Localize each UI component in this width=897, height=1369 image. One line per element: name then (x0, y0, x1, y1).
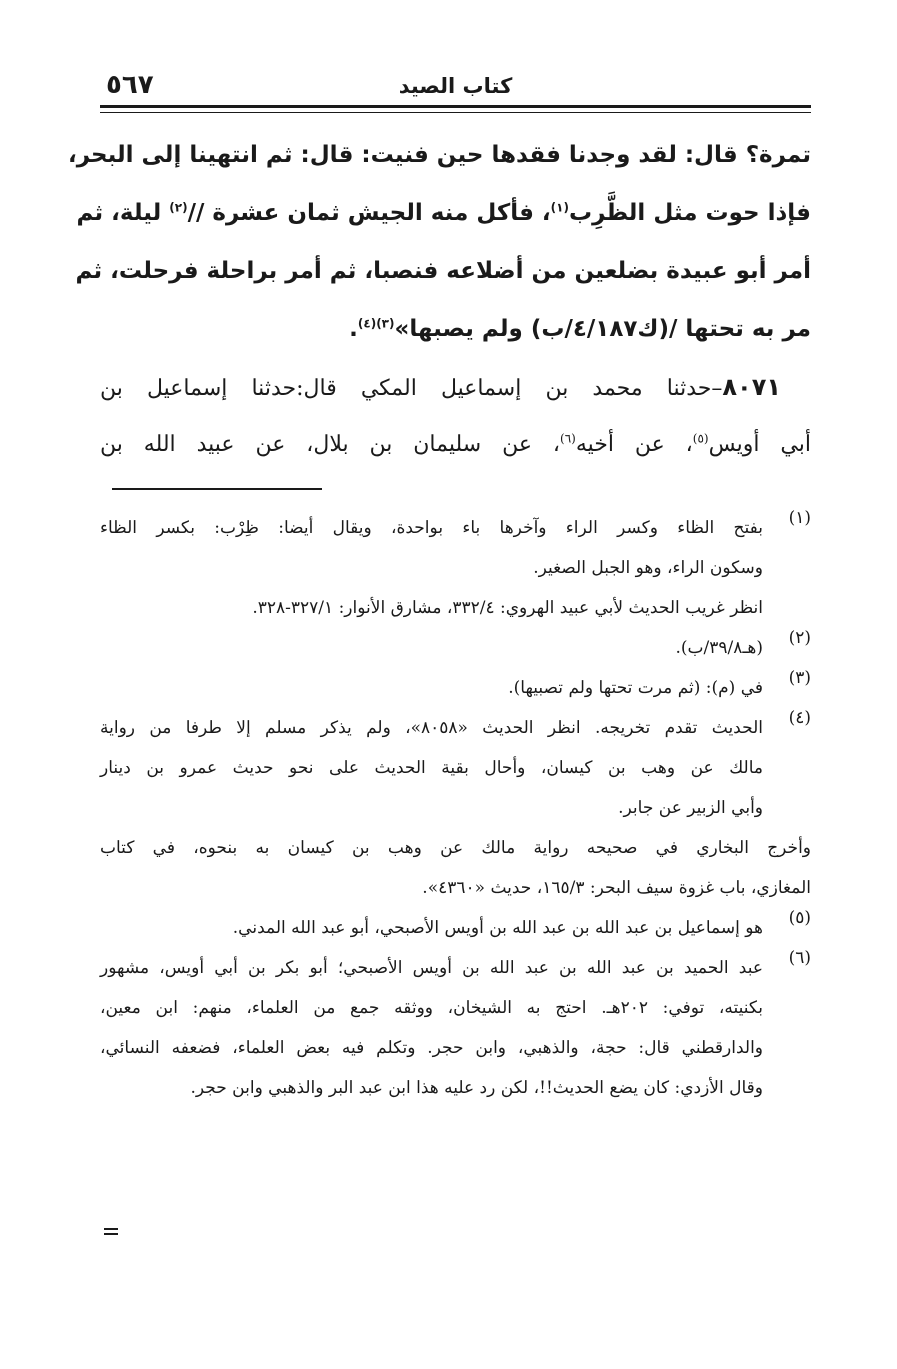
footnote-1-continued: انظر غريب الحديث لأبي عبيد الهروي: ٣٣٢/٤، مشارق الأنوار: ٣٢٧/١-٣٢٨. (252, 598, 763, 618)
footnote-ref: (٦) (560, 431, 576, 446)
text-line: أمر أبو عبيدة بضلعين من أضلاعه فنصبا، ثم أمر براحلة فرحلت، ثم (75, 258, 811, 284)
footnote-4: (٤) الحديث تقدم تخريجه. انظر الحديث «٨٠٥٨»، ولم يذكر مسلم إلا طرفا من رواية مالك عن وهب بن كيسان، وأحال بقية الحديث على نحو حديث عمرو بن دينار وأبي الزبير عن جابر. (100, 708, 811, 818)
footnote-ref: (٣)(٤) (357, 316, 395, 331)
footnote-separator (112, 488, 322, 490)
footnote-5: (٥) هو إسماعيل بن عبد الله بن عبد الله بن أويس الأصبحي، أبو عبد الله المدني. (232, 908, 811, 938)
footnote-4-continued: وأخرج البخاري في صحيحه رواية مالك عن وهب بن كيسان به بنحوه، في كتاب المغازي، باب غزوة سيف البحر: ١٦٥/٣، حديث «٤٣٦٠». (100, 838, 811, 898)
hadith-line: أبي أويس$^{(٥)}$، عن أخيه$^{(٦)}$، عن سليمان بن بلال، عن عبيد الله بن (100, 431, 811, 457)
footnote-number: (٣) (788, 668, 811, 688)
text-line: فإذا حوت مثل الظَّرِب$^{(١)}$، فأكل منه الجيش ثمان عشرة //$^{(٢)}$ ليلة، ثم (76, 200, 811, 226)
footnote-number: (٥) (788, 908, 811, 928)
text-line: تمرة؟ قال: لقد وجدنا فقدها حين فنيت: قال: ثم انتهينا إلى البحر، (68, 142, 811, 168)
end-mark (104, 1228, 118, 1238)
hadith-line: ٨٠٧١–حدثنا محمد بن إسماعيل المكي قال:حدثنا إسماعيل بن (100, 373, 781, 401)
footnote-number: (١) (788, 508, 811, 528)
hadith-number: ٨٠٧١ (722, 373, 781, 401)
footnote-ref: (٥) (692, 431, 709, 446)
footnote-number: (٦) (788, 948, 811, 968)
footnote-2: (٢) (هـ٣٩/٨/ب). (675, 628, 811, 658)
footnote-ref: (٢) (169, 200, 188, 215)
header-rule-thick (100, 105, 811, 108)
text-line: مر به تحتها /(ك٤/١٨٧/ب) ولم يصبها»$^{(٣)(٤)}$. (349, 316, 811, 342)
footnotes (100, 508, 811, 1108)
footnote-6: (٦) عبد الحميد بن عبد الله بن عبد الله بن أويس الأصبحي؛ أبو بكر بن أبي أويس، مشهور بكنيته، توفي: ٢٠٢هـ. احتج به الشيخان، ووثقه جمع من العلماء، منهم: ابن معين، والدارقطني قال: حجة، والذهبي، وابن حجر. وتكلم فيه بعض العلماء، فضعفه النسائي، وقال الأزدي: كان يضع الحديث!!، لكن رد عليه هذا ابن عبد البر والذهبي وابن حجر. (100, 948, 811, 1098)
footnote-1: (١) بفتح الظاء وكسر الراء وآخرها باء بواحدة، ويقال أيضا: ظِرْب: بكسر الظاء وسكون الراء، وهو الجبل الصغير. (100, 508, 811, 578)
footnote-ref: (١) (550, 200, 569, 215)
main-text (68, 126, 811, 474)
header-rule-thin (100, 112, 811, 113)
chapter-title: كتاب الصيد (398, 74, 513, 98)
footnote-3: (٣) في (م): (ثم مرت تحتها ولم تصبيها). (508, 668, 811, 698)
page-header (100, 68, 811, 108)
footnote-number: (٤) (788, 708, 811, 728)
footnote-number: (٢) (788, 628, 811, 648)
page-number: ٥٦٧ (106, 70, 154, 100)
